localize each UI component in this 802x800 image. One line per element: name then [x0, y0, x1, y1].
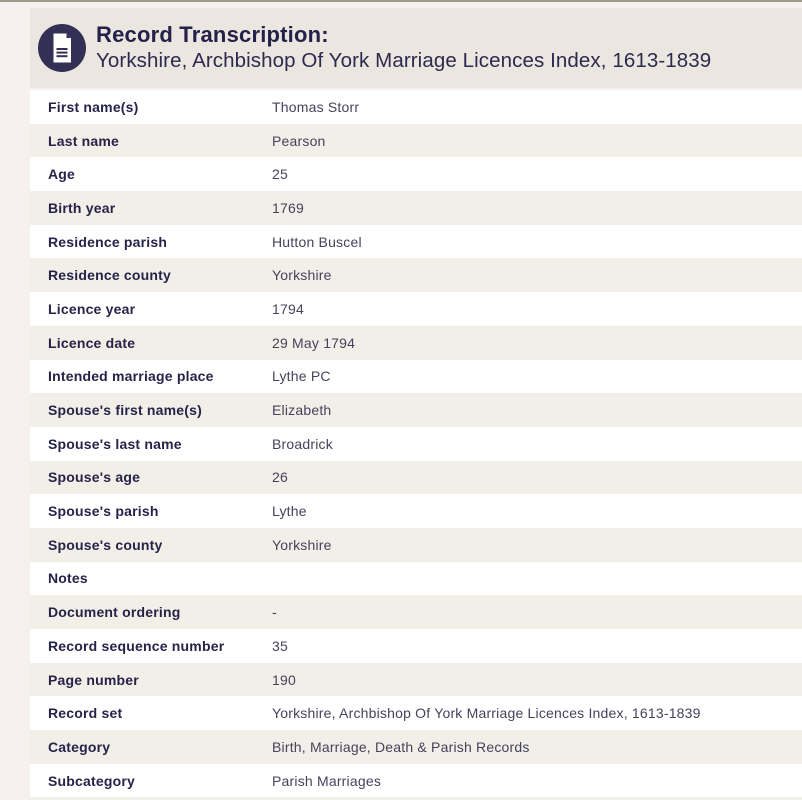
field-label: Category — [48, 738, 111, 755]
field-value: 35 — [272, 637, 288, 654]
field-value: Yorkshire — [272, 536, 332, 553]
record-row — [30, 90, 802, 124]
field-label: Spouse's first name(s) — [48, 402, 202, 419]
field-value: 25 — [272, 166, 288, 183]
field-value: Thomas Storr — [272, 98, 360, 115]
record-row — [30, 730, 802, 764]
field-label: Subcategory — [48, 772, 135, 789]
page-title: Record Transcription: — [96, 21, 329, 47]
field-label: Spouse's age — [48, 469, 141, 486]
field-label: Notes — [48, 570, 88, 587]
record-header-text — [96, 21, 711, 75]
record-row — [30, 393, 802, 427]
field-label: Spouse's county — [48, 536, 163, 553]
field-label: Document ordering — [48, 604, 181, 621]
field-value: Hutton Buscel — [272, 233, 362, 250]
record-row — [30, 326, 802, 360]
record-row — [30, 124, 802, 158]
field-label: Licence year — [48, 300, 136, 317]
record-row — [30, 595, 802, 629]
record-row — [30, 629, 802, 663]
field-value: Yorkshire, Archbishop Of York Marriage Licences Index, 1613-1839 — [272, 705, 701, 722]
field-label: Birth year — [48, 199, 116, 216]
record-row — [30, 562, 802, 596]
record-row — [30, 494, 802, 528]
record-row — [30, 663, 802, 697]
record-row — [30, 191, 802, 225]
record-row — [30, 157, 802, 191]
field-label: Spouse's last name — [48, 435, 182, 452]
record-row — [30, 225, 802, 259]
record-row — [30, 258, 802, 292]
field-value: 190 — [272, 671, 296, 688]
field-value: Lythe PC — [272, 368, 331, 385]
window-top-edge — [0, 0, 802, 2]
record-row — [30, 764, 802, 798]
field-label: Residence county — [48, 267, 172, 284]
field-value: 26 — [272, 469, 288, 486]
field-label: Page number — [48, 671, 139, 688]
record-header — [30, 8, 802, 88]
record-row — [30, 696, 802, 730]
record-row — [30, 427, 802, 461]
record-transcription-panel — [30, 8, 802, 800]
field-label: Record sequence number — [48, 637, 225, 654]
field-value: Birth, Marriage, Death & Parish Records — [272, 738, 530, 755]
field-label: Residence parish — [48, 233, 168, 250]
field-value: 1769 — [272, 199, 304, 216]
record-row — [30, 292, 802, 326]
field-label: First name(s) — [48, 98, 139, 115]
field-label: Intended marriage place — [48, 368, 214, 385]
field-value: Parish Marriages — [272, 772, 382, 789]
field-label: Record set — [48, 705, 123, 722]
transcription-field-list — [30, 90, 802, 800]
field-value: 1794 — [272, 300, 304, 317]
field-label: Age — [48, 166, 76, 183]
field-label: Licence date — [48, 334, 136, 351]
record-row — [30, 461, 802, 495]
field-label: Spouse's parish — [48, 503, 159, 520]
record-row — [30, 528, 802, 562]
document-icon — [38, 24, 86, 72]
field-value: Broadrick — [272, 435, 333, 452]
field-value: - — [272, 604, 277, 621]
record-row — [30, 360, 802, 394]
field-value: Elizabeth — [272, 402, 332, 419]
field-value: Yorkshire — [272, 267, 332, 284]
field-value: Lythe — [272, 503, 307, 520]
field-value: Pearson — [272, 132, 326, 149]
field-label: Last name — [48, 132, 120, 149]
field-value: 29 May 1794 — [272, 334, 356, 351]
record-set-subtitle: Yorkshire, Archbishop Of York Marriage Licences Index, 1613-1839 — [96, 49, 712, 73]
